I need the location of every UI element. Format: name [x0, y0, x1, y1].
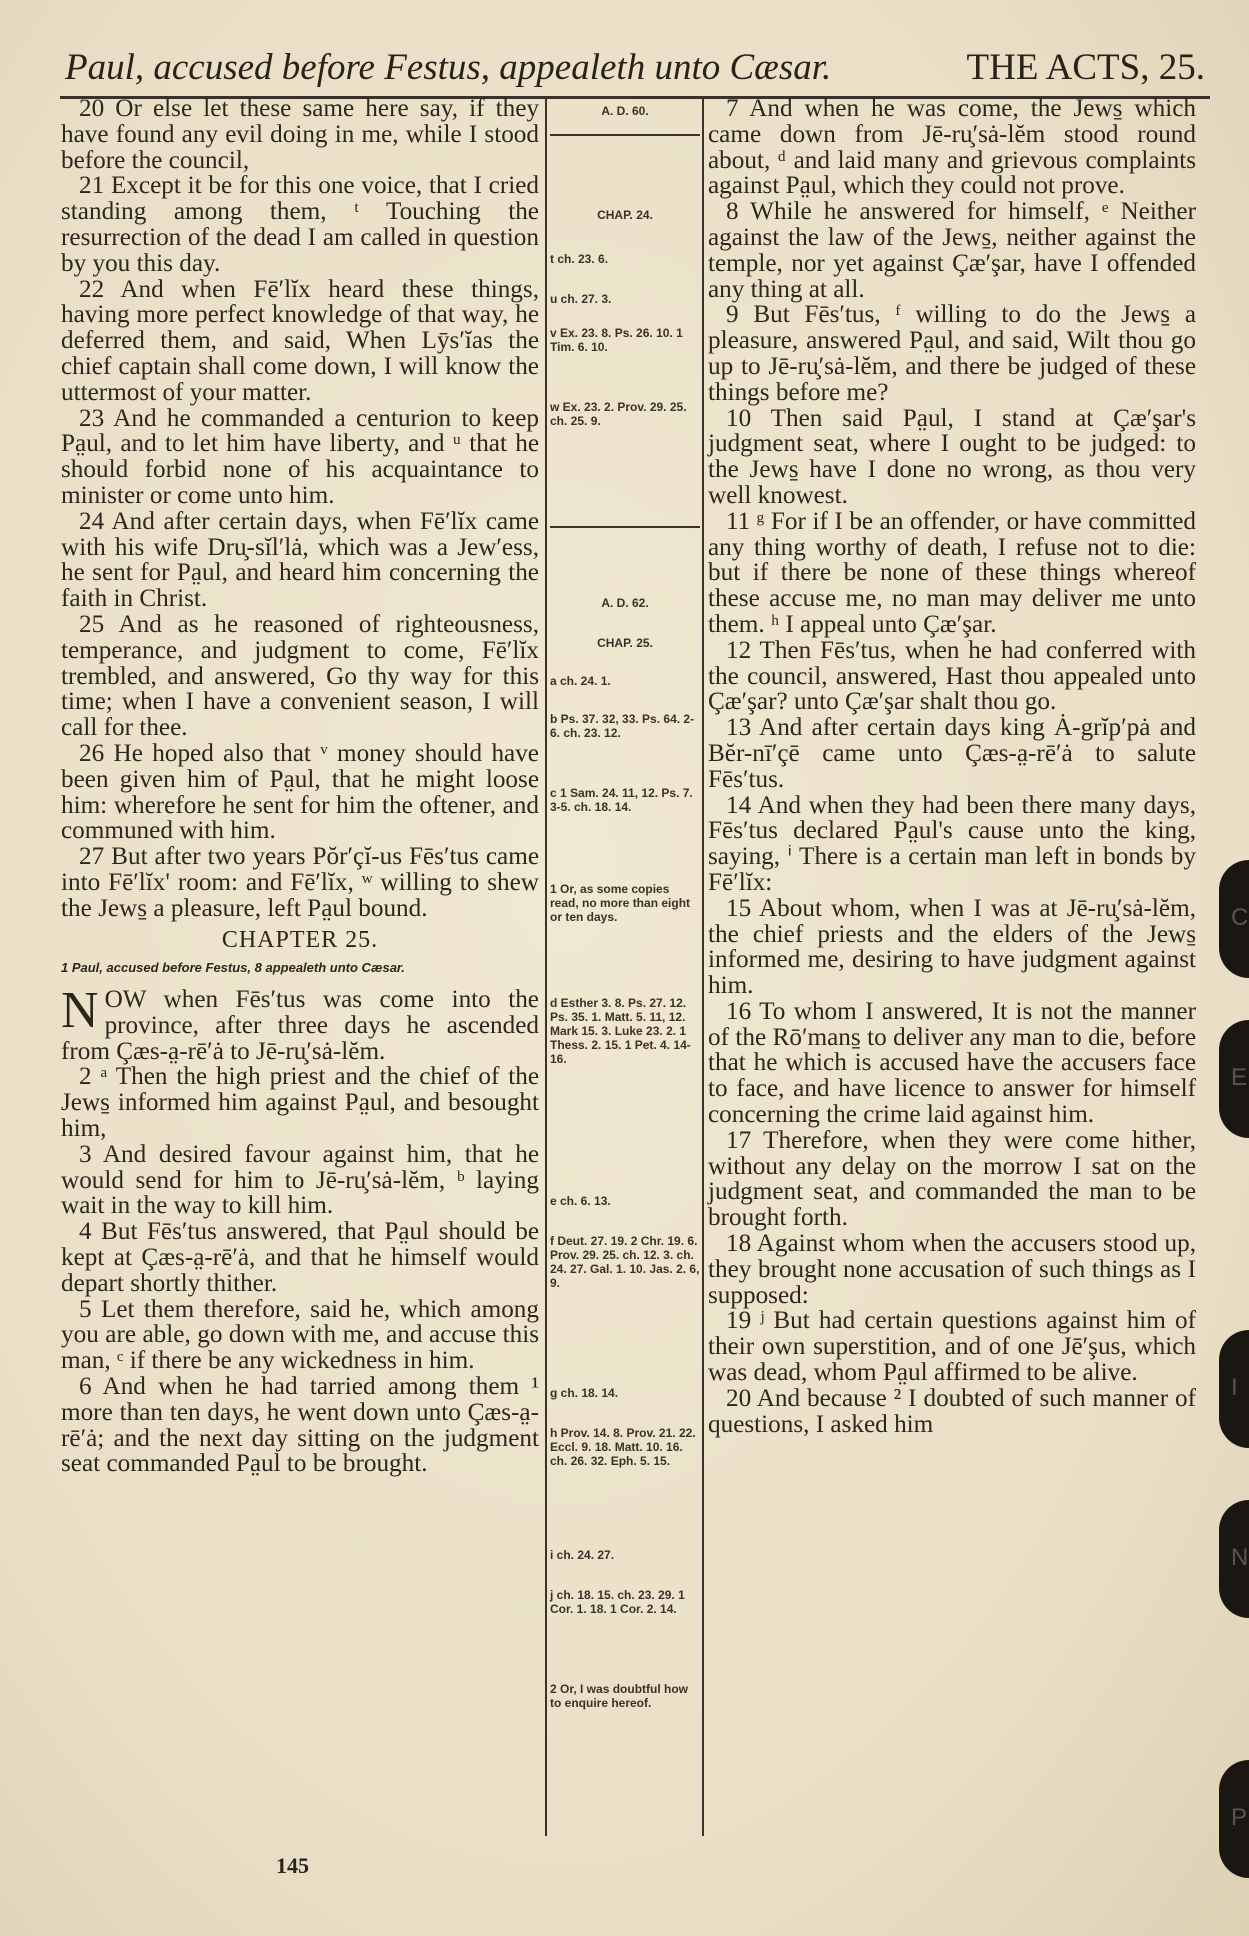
margin-ref: w Ex. 23. 2. Prov. 29. 25. ch. 25. 9. [550, 400, 687, 428]
page-number: 145 [276, 1853, 309, 1878]
margin-note: 1 Or, as some copies read, no more than eight or ten days. [550, 882, 691, 924]
thumb-index-tab[interactable] [1219, 1020, 1249, 1138]
verse: 10 Then said Pa̤ul, I stand at Çæ′şar's judgment seat, where I ought to be judged: to the Jews̱ have I done no wrong, as thou very well knowest. [708, 404, 1196, 509]
verse: 4 But Fēs′tus answered, that Pa̤ul should be kept at Çæs-a̤-rē′ȧ, and that he himself would depart shortly thither. [61, 1218, 539, 1297]
verse: 3 And desired favour against him, that he would send for him to Jē-ru̧′sȧ-lĕm, ᵇ laying wait in the way to kill him. [61, 1140, 539, 1220]
margin-ref: t ch. 23. 6. [550, 252, 609, 266]
verse: 24 And after certain days, when Fē′lĭx came with his wife Dru̧-sĭl′lȧ, which was a Jew′ess, he sent for Pa̤ul, and heard him concerning the faith in Christ. [61, 507, 539, 613]
margin-date: A. D. 60. [601, 104, 649, 118]
verse: 22 And when Fē′lĭx heard these things, having more perfect knowledge of that way, he deferred them, and said, When Lȳs′ĭas the chief captain shall come down, I will know the uttermost of your matter. [61, 275, 539, 406]
margin-ref: v Ex. 23. 8. Ps. 26. 10. 1 Tim. 6. 10. [550, 326, 683, 354]
verse: 23 And he commanded a centurion to keep Pa̤ul, and to let him have liberty, and ᵘ that he should forbid none of his acquaintance to minister or come unto him. [61, 404, 539, 509]
verse: 20 Or else let these same here say, if they have found any evil doing in me, while I stood before the council, [61, 95, 539, 174]
chapter-heading: CHAPTER 25. [221, 926, 379, 953]
tab-letter: E [1231, 1064, 1248, 1091]
margin-ref: e ch. 6. 13. [550, 1194, 611, 1208]
verse: 20 And because ² I doubted of such manner of questions, I asked him [708, 1384, 1196, 1438]
verse: 21 Except it be for this one voice, that I cried standing among them, ᵗ Touching the resurrection of the dead I am called in question by you this day. [61, 172, 539, 277]
verse: 2 ᵃ Then the high priest and the chief of the Jews̱ informed him against Pa̤ul, and besought him, [61, 1063, 539, 1143]
header-left-title: Paul, accused before Festus, appealeth unto Cæsar. [65, 47, 832, 88]
verse: 11 ᵍ For if I be an offender, or have committed any thing worthy of death, I refuse not to die: but if there be none of these things whereof these accuse me, no man may deliver me unto them. ʰ I appeal unto Çæ′şar. [708, 507, 1196, 638]
margin-ref: c 1 Sam. 24. 11, 12. Ps. 7. 3-5. ch. 18. 14. [550, 786, 693, 814]
margin-rule [550, 526, 700, 528]
thumb-index-tab[interactable] [1219, 1760, 1249, 1878]
verse: 16 To whom I answered, It is not the manner of the Rō′mans̱ to deliver any man to die, before that he which is accused have the accusers face to face, and have licence to answer for himself concerning the crime laid against him. [708, 997, 1196, 1129]
margin-ref: g ch. 18. 14. [550, 1386, 619, 1400]
verse: 9 But Fēs′tus, ᶠ willing to do the Jews̱ a pleasure, answered Pa̤ul, and said, Wilt thou go up to Jē-ru̧′sȧ-lĕm, and there be judged of these things before me? [708, 301, 1196, 406]
verse: 6 And when he had tarried among them ¹ more than ten days, he went down unto Çæs-a̤-rē′ȧ; and the next day sitting on the judgment seat commanded Pa̤ul to be brought. [61, 1373, 539, 1478]
verse: 13 And after certain days king Ȧ-grĭp′pȧ and Bĕr-nī′çē came unto Çæs-a̤-rē′ȧ to salute Fēs′tus. [708, 714, 1196, 793]
verse: 27 But after two years Pŏr′çĭ-us Fēs′tus came into Fē′lĭx' room: and Fē′lĭx, ʷ willing to shew the Jews̱ a pleasure, left Pa̤ul bound. [61, 843, 539, 922]
tab-letter: C [1231, 904, 1249, 931]
tab-letter: N [1231, 1544, 1249, 1571]
running-header [60, 40, 1210, 99]
margin-note: 2 Or, I was doubtful how to enquire hereof. [550, 1682, 689, 1710]
margin-ref: a ch. 24. 1. [550, 674, 611, 688]
verse: 18 Against whom when the accusers stood up, they brought none accusation of such things as I supposed: [708, 1230, 1196, 1309]
margin-date: A. D. 62. [601, 596, 649, 610]
verse: 8 While he answered for himself, ᵉ Neither against the law of the Jews̱, neither against the temple, nor yet against Çæ′şar, have I offended any thing at all. [708, 198, 1196, 303]
margin-ref: h Prov. 14. 8. Prov. 21. 22. Eccl. 9. 18. Matt. 10. 16. ch. 26. 32. Eph. 5. 15. [550, 1426, 696, 1468]
tab-letter: I [1231, 1374, 1238, 1401]
thumb-index-tab[interactable] [1219, 860, 1249, 978]
text-column-left [61, 96, 539, 1477]
margin-chapter: CHAP. 25. [597, 636, 653, 650]
margin-chapter: CHAP. 24. [597, 208, 653, 222]
verse: 25 And as he reasoned of righteousness, temperance, and judgment to come, Fē′lĭx trembled, and answered, Go thy way for this time; when I have a convenient season, I will call for thee. [61, 610, 539, 742]
margin-ref: u ch. 27. 3. [550, 292, 612, 306]
verse: OW when Fēs′tus was come into the province, after three days he ascended from Çæs-a̤-rē′ȧ to Jē-ru̧′sȧ-lĕm. [61, 986, 539, 1065]
margin-ref: f Deut. 27. 19. 2 Chr. 19. 6. Prov. 29. 25. ch. 12. 3. ch. 24. 27. Gal. 1. 10. Jas. 2. 6, 9. [550, 1234, 700, 1290]
thumb-index-tab[interactable] [1219, 1500, 1249, 1618]
verse: 19 ʲ But had certain questions against him of their own superstition, and of one Jē′şus, which was dead, whom Pa̤ul affirmed to be alive. [708, 1307, 1196, 1387]
margin-ref: b Ps. 37. 32, 33. Ps. 64. 2-6. ch. 23. 12. [550, 712, 695, 740]
verse: 12 Then Fēs′tus, when he had conferred with the council, answered, Hast thou appealed unto Çæ′şar? unto Çæ′şar shalt thou go. [708, 636, 1196, 716]
column-rule [702, 96, 704, 1836]
chapter-synopsis: 1 Paul, accused before Festus, 8 appealeth unto Cæsar. [61, 960, 405, 976]
verse: 14 And when they had been there many days, Fēs′tus declared Pa̤ul's cause unto the king, saying, ⁱ There is a certain man left in bonds by Fē′lĭx: [708, 791, 1196, 896]
margin-ref: d Esther 3. 8. Ps. 27. 12. Ps. 35. 1. Matt. 5. 11, 12. Mark 15. 3. Luke 23. 2. 1 Thess. 2. 15. 1 Pet. 4. 14-16. [550, 996, 691, 1066]
margin-ref: i ch. 24. 27. [550, 1548, 615, 1562]
verse: 5 Let them therefore, said he, which among you are able, go down with me, and accuse this man, ᶜ if there be any wickedness in him. [61, 1295, 539, 1375]
margin-rule [550, 134, 700, 136]
verse: 15 About whom, when I was at Jē-ru̧′sȧ-lĕm, the chief priests and the elders of the Jews̱ informed me, desiring to have judgment against him. [708, 894, 1196, 1000]
text-column-right [708, 96, 1196, 1437]
thumb-index-tab[interactable] [1219, 1330, 1249, 1448]
verse: 26 He hoped also that ᵛ money should have been given him of Pa̤ul, that he might loose him: wherefore he sent for him the oftener, and communed with him. [61, 739, 539, 845]
verse: 7 And when he was come, the Jews̱ which came down from Jē-ru̧′sȧ-lĕm stood round about, ᵈ and laid many and grievous complaints against Pa̤ul, which they could not prove. [708, 95, 1196, 200]
tab-letter: P [1231, 1804, 1248, 1831]
drop-cap: N [61, 982, 99, 1040]
header-book-chapter: THE ACTS, 25. [966, 47, 1205, 88]
verse: 17 Therefore, when they were come hither, without any delay on the morrow I sat on the judgment seat, and commanded the man to be brought forth. [708, 1126, 1196, 1232]
margin-ref: j ch. 18. 15. ch. 23. 29. 1 Cor. 1. 18. 1 Cor. 2. 14. [550, 1588, 685, 1616]
column-rule [545, 96, 547, 1836]
